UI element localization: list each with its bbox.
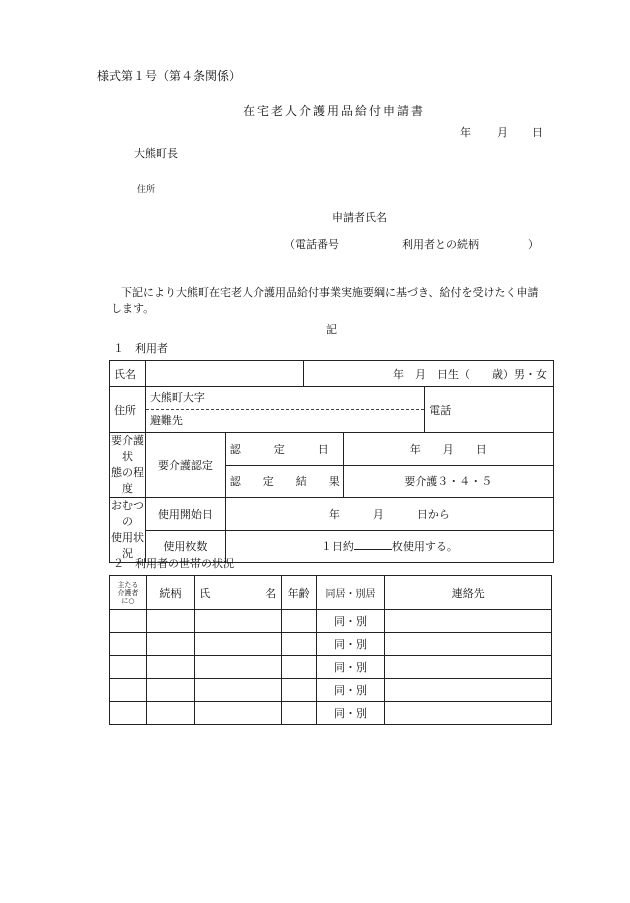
col-main-caregiver bbox=[110, 576, 147, 610]
col-main-line1: 主たる bbox=[117, 580, 139, 589]
table-row bbox=[110, 633, 552, 656]
name-cell[interactable] bbox=[194, 610, 281, 633]
count-suffix: 枚使用する。 bbox=[391, 540, 458, 554]
count-field[interactable] bbox=[225, 530, 553, 563]
col-main-line2: 介護者 bbox=[117, 588, 139, 597]
cohab-cell[interactable]: 同・別 bbox=[316, 702, 385, 725]
address-field[interactable]: 大熊町大字 bbox=[146, 387, 424, 410]
contact-cell[interactable] bbox=[385, 633, 552, 656]
date-month: 月 bbox=[497, 126, 508, 139]
table-row bbox=[110, 656, 552, 679]
relation-close: ） bbox=[528, 238, 539, 251]
main-caregiver-cell[interactable] bbox=[110, 610, 147, 633]
evacuation-field[interactable]: 避難先 bbox=[149, 414, 183, 427]
start-date-field[interactable]: 年 月 日から bbox=[225, 498, 553, 531]
name-cell[interactable] bbox=[194, 656, 281, 679]
main-caregiver-cell[interactable] bbox=[110, 633, 147, 656]
age-cell[interactable] bbox=[281, 679, 316, 702]
cert-result-label: 認 定 結 果 bbox=[225, 465, 343, 498]
cohab-cell[interactable]: 同・別 bbox=[316, 633, 385, 656]
birth-date-field[interactable]: 年 月 日生（ 歳）男・女 bbox=[303, 361, 553, 387]
cohab-cell[interactable]: 同・別 bbox=[316, 656, 385, 679]
relation-label: 利用者との続柄 bbox=[402, 238, 479, 251]
ki-heading: 記 bbox=[326, 323, 337, 336]
age-cell[interactable] bbox=[281, 702, 316, 725]
care-cert-label: 要介護認定 bbox=[145, 433, 225, 498]
diaper-usage-label bbox=[110, 498, 146, 563]
contact-cell[interactable] bbox=[385, 656, 552, 679]
user-name-label: 氏名 bbox=[110, 361, 146, 387]
phone-label: （電話番号 bbox=[284, 238, 339, 251]
age-cell[interactable] bbox=[281, 610, 316, 633]
table-row bbox=[110, 702, 552, 725]
user-tel-field[interactable]: 電話 bbox=[425, 387, 554, 433]
diaper-label-line1: おむつの bbox=[110, 499, 144, 528]
contact-cell[interactable] bbox=[385, 702, 552, 725]
applicant-name-label: 申請者氏名 bbox=[332, 211, 387, 224]
cert-date-label: 認 定 日 bbox=[225, 433, 343, 466]
age-cell[interactable] bbox=[281, 633, 316, 656]
form-number: 様式第１号（第４条関係） bbox=[97, 69, 242, 83]
page-title: 在宅老人介護用品給付申請書 bbox=[243, 104, 426, 118]
body-text-line1: 下記により大熊町在宅老人介護用品給付事業実施要綱に基づき、給付を受けたく申請 bbox=[121, 286, 539, 299]
relation-cell[interactable] bbox=[146, 633, 194, 656]
care-label-line1: 要介護状 bbox=[110, 434, 144, 463]
user-name-field[interactable] bbox=[145, 361, 303, 387]
contact-cell[interactable] bbox=[385, 610, 552, 633]
main-caregiver-cell[interactable] bbox=[110, 702, 147, 725]
care-label-line2: 態の程度 bbox=[110, 466, 144, 495]
start-date-label: 使用開始日 bbox=[145, 498, 225, 531]
care-level-label bbox=[110, 433, 146, 498]
table-row bbox=[110, 679, 552, 702]
user-address-label: 住所 bbox=[110, 387, 146, 433]
count-prefix: １日約 bbox=[320, 540, 354, 554]
section2-heading: ２ 利用者の世帯の状況 bbox=[113, 557, 234, 570]
cert-date-field[interactable]: 年 月 日 bbox=[343, 433, 554, 466]
col-cohabitation: 同居・別居 bbox=[316, 576, 385, 610]
name-cell[interactable] bbox=[194, 633, 281, 656]
body-text-line2: します。 bbox=[111, 302, 155, 315]
name-cell[interactable] bbox=[194, 702, 281, 725]
col-age: 年齢 bbox=[281, 576, 316, 610]
col-contact: 連絡先 bbox=[385, 576, 552, 610]
age-cell[interactable] bbox=[281, 656, 316, 679]
contact-cell[interactable] bbox=[385, 679, 552, 702]
household-table bbox=[109, 575, 552, 725]
address-label: 住所 bbox=[137, 185, 156, 195]
diaper-label-line2: 使用状況 bbox=[110, 531, 144, 560]
count-blank[interactable] bbox=[354, 538, 392, 550]
main-caregiver-cell[interactable] bbox=[110, 679, 147, 702]
table-row bbox=[110, 610, 552, 633]
cohab-cell[interactable]: 同・別 bbox=[316, 679, 385, 702]
relation-cell[interactable] bbox=[146, 656, 194, 679]
main-caregiver-cell[interactable] bbox=[110, 656, 147, 679]
user-table bbox=[109, 360, 554, 563]
relation-cell[interactable] bbox=[146, 610, 194, 633]
date-year: 年 bbox=[460, 126, 471, 139]
relation-cell[interactable] bbox=[146, 702, 194, 725]
relation-cell[interactable] bbox=[146, 679, 194, 702]
name-cell[interactable] bbox=[194, 679, 281, 702]
col-main-line3: に○ bbox=[121, 596, 135, 605]
date-day: 日 bbox=[532, 126, 543, 139]
cohab-cell[interactable]: 同・別 bbox=[316, 610, 385, 633]
col-name: 氏 名 bbox=[194, 576, 281, 610]
count-label: 使用枚数 bbox=[145, 530, 225, 563]
cert-result-field[interactable]: 要介護３・４・５ bbox=[343, 465, 554, 498]
addressee: 大熊町長 bbox=[134, 147, 178, 160]
col-relation: 続柄 bbox=[146, 576, 194, 610]
section1-heading: １ 利用者 bbox=[113, 342, 168, 355]
